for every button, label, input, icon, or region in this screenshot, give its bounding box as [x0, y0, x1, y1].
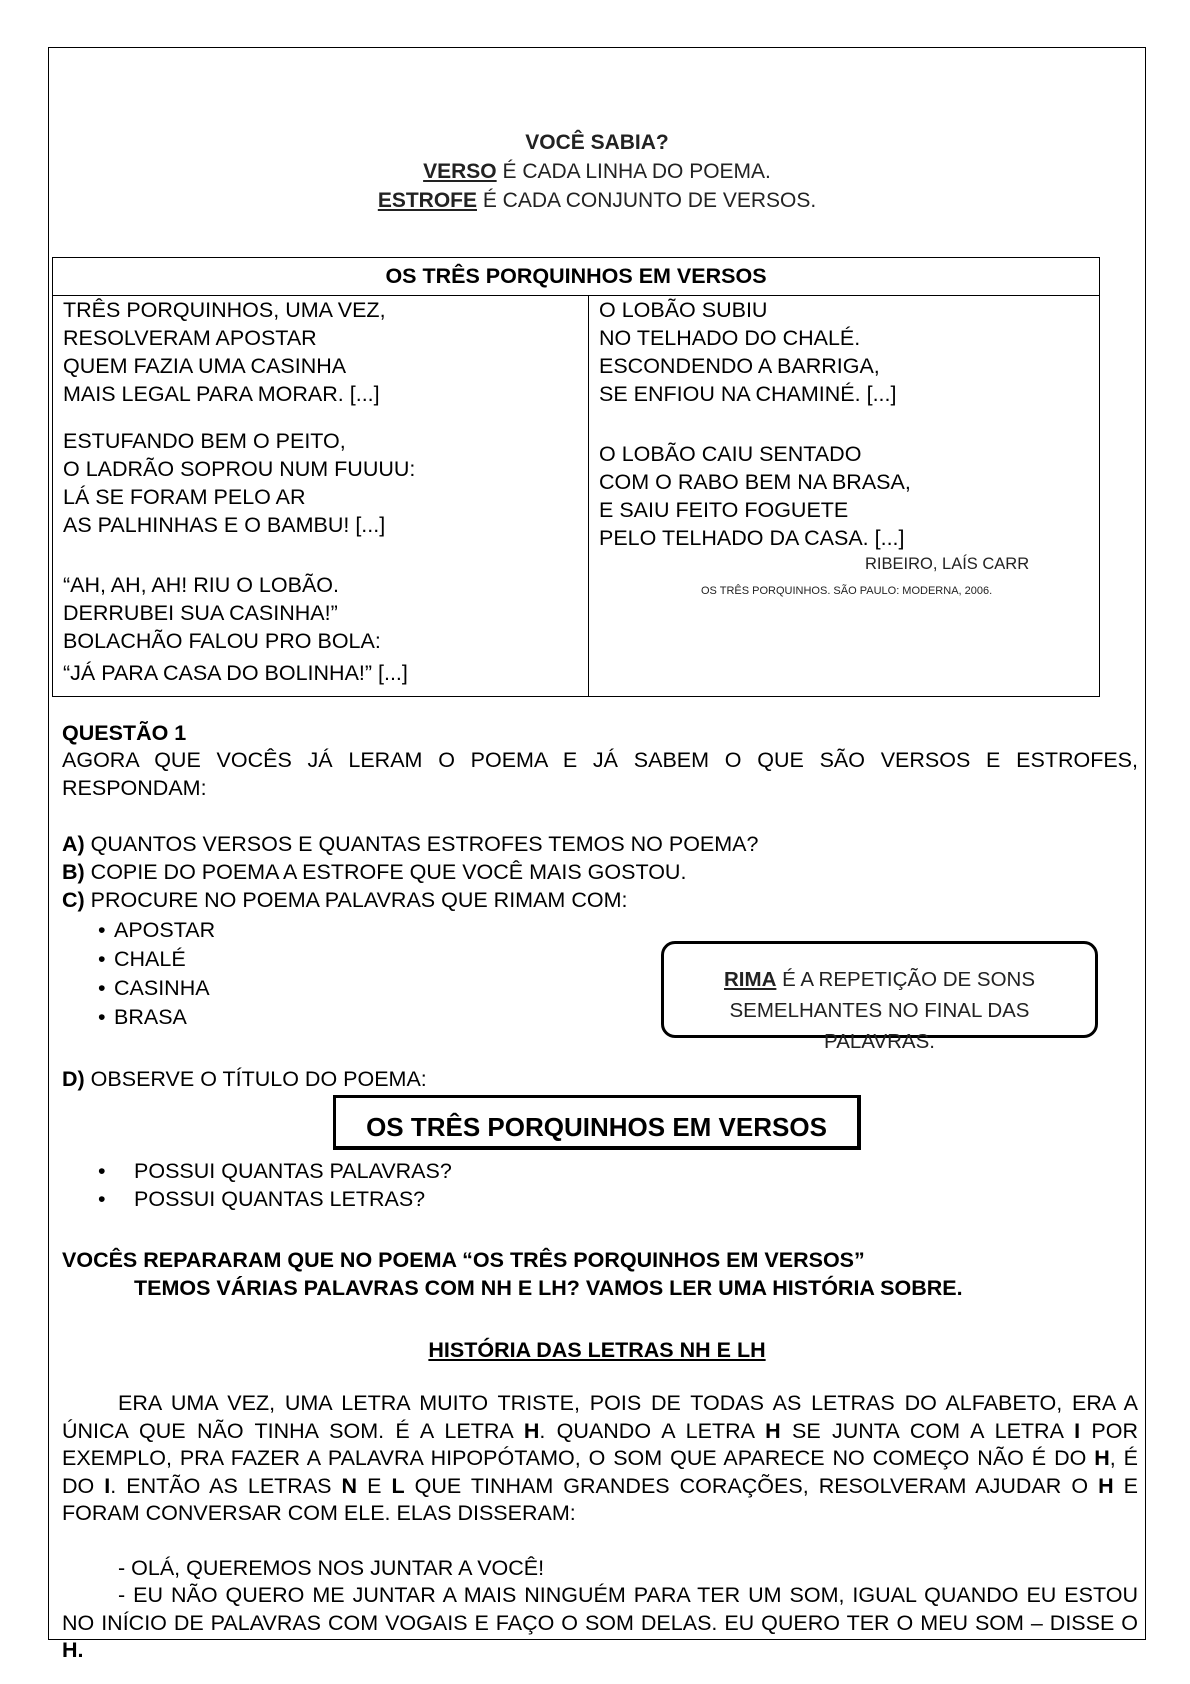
- rima-term: RIMA: [724, 968, 777, 991]
- poem-column-divider: [588, 295, 589, 697]
- verse: O LOBÃO CAIU SENTADO: [599, 442, 862, 466]
- question-a: [62, 830, 758, 858]
- right-stanza-1: [599, 296, 896, 408]
- question-b-text: COPIE DO POEMA A ESTROFE QUE VOCÊ MAIS GOSTOU.: [84, 860, 687, 884]
- story-letter: H: [765, 1418, 781, 1443]
- story-text: QUE TINHAM GRANDES CORAÇÕES, RESOLVERAM AJUDAR O: [404, 1473, 1099, 1498]
- rima-line-3: PALAVRAS.: [824, 1030, 935, 1053]
- poem-table: [52, 257, 1100, 697]
- left-stanza-3: [63, 571, 408, 687]
- story-letter: I: [104, 1473, 111, 1498]
- question-c-label: C): [62, 888, 85, 912]
- story-letter: I: [1074, 1418, 1081, 1443]
- transition-line-1: VOCÊS REPARARAM QUE NO POEMA “OS TRÊS PORQUINHOS EM VERSOS”: [62, 1248, 865, 1272]
- question-heading: QUESTÃO 1: [62, 721, 187, 745]
- story-letter: L: [391, 1473, 405, 1498]
- verse: ESTUFANDO BEM O PEITO,: [63, 429, 346, 453]
- story-letter: H: [1098, 1473, 1114, 1498]
- verse: “JÁ PARA CASA DO BOLINHA!” [...]: [63, 661, 408, 685]
- verso-term: VERSO: [423, 160, 497, 183]
- verse: ESCONDENDO A BARRIGA,: [599, 354, 880, 378]
- question-a-text: QUANTOS VERSOS E QUANTAS ESTROFES TEMOS NO POEMA?: [84, 832, 759, 856]
- verse: TRÊS PORQUINHOS, UMA VEZ,: [63, 298, 386, 322]
- list-item: • APOSTAR: [114, 916, 215, 945]
- verse: BOLACHÃO FALOU PRO BOLA:: [63, 629, 381, 653]
- list-item: • CHALÉ: [114, 945, 215, 974]
- verse: SE ENFIOU NA CHAMINÉ. [...]: [599, 382, 897, 406]
- story-letter: H: [1094, 1446, 1110, 1470]
- story-text: . QUANDO A LETRA: [539, 1418, 766, 1443]
- intro-heading: VOCÊ SABIA?: [525, 131, 669, 154]
- story-paragraph-1: [62, 1390, 1138, 1528]
- question-d: [62, 1065, 427, 1093]
- rima-line-2: SEMELHANTES NO FINAL DAS: [729, 999, 1030, 1022]
- story-letter: N: [341, 1473, 358, 1498]
- verse: O LADRÃO SOPROU NUM FUUUU:: [63, 457, 416, 481]
- left-stanza-1: [63, 296, 386, 408]
- verso-definition: [48, 157, 1146, 186]
- list-item: • BRASA: [114, 1003, 215, 1032]
- question-b: [62, 858, 686, 886]
- list-item: • CASINHA: [114, 974, 215, 1003]
- intro-box: [48, 128, 1146, 215]
- rima-definition: [664, 964, 1095, 1057]
- story-paragraph-3: [62, 1582, 1138, 1665]
- story-text: . ENTÃO AS LETRAS: [110, 1473, 342, 1498]
- question-d-text: OBSERVE O TÍTULO DO POEMA:: [84, 1067, 427, 1091]
- rima-line-1: É A REPETIÇÃO DE SONS: [776, 968, 1035, 991]
- verse: RESOLVERAM APOSTAR: [63, 326, 317, 350]
- rima-definition-box: [661, 941, 1098, 1053]
- verse: QUEM FAZIA UMA CASINHA: [63, 354, 347, 378]
- verse: AS PALHINHAS E O BAMBU! [...]: [63, 513, 386, 537]
- verse: DERRUBEI SUA CASINHA!”: [63, 601, 338, 625]
- story-paragraph-2: - OLÁ, QUEREMOS NOS JUNTAR A VOCÊ!: [118, 1556, 545, 1580]
- verse: LÁ SE FORAM PELO AR: [63, 485, 306, 509]
- verse: PELO TELHADO DA CASA. [...]: [599, 526, 905, 550]
- question-d-label: D): [62, 1067, 85, 1091]
- story-text: E FORAM CONVERSAR COM ELE. ELAS DISSERAM:: [62, 1473, 1138, 1525]
- story-text: ERA UMA VEZ, UMA LETRA MUITO TRISTE, POIS DE TODAS AS LETRAS DO ALFABETO, ERA A ÚNICA QUE NÃO TINHA SOM. É A LETRA: [62, 1391, 1138, 1443]
- right-stanza-2: [599, 440, 911, 552]
- story-text: , É DO: [62, 1446, 1138, 1498]
- verse: O LOBÃO SUBIU: [599, 298, 768, 322]
- story-title: HISTÓRIA DAS LETRAS NH E LH: [428, 1338, 766, 1362]
- verse: MAIS LEGAL PARA MORAR. [...]: [63, 382, 380, 406]
- story-letter: H: [523, 1418, 540, 1443]
- story-text: POR EXEMPLO, PRA FAZER A PALAVRA HIPOPÓTAMO, O SOM QUE APARECE NO COMEÇO NÃO É DO: [62, 1418, 1138, 1470]
- list-item: • POSSUI QUANTAS PALAVRAS?: [134, 1157, 452, 1185]
- credit-author: RIBEIRO, LAÍS CARR: [865, 555, 1030, 573]
- story-text: SE JUNTA COM A LETRA: [780, 1418, 1075, 1443]
- list-item: • POSSUI QUANTAS LETRAS?: [134, 1185, 452, 1213]
- verso-def: É CADA LINHA DO POEMA.: [496, 160, 771, 183]
- title-question-list: [134, 1157, 452, 1213]
- question-intro: AGORA QUE VOCÊS JÁ LERAM O POEMA E JÁ SABEM O QUE SÃO VERSOS E ESTROFES, RESPONDAM:: [62, 748, 1138, 800]
- story-text: E: [357, 1473, 392, 1498]
- left-stanza-2: [63, 427, 415, 539]
- story-text: - EU NÃO QUERO ME JUNTAR A MAIS NINGUÉM PARA TER UM SOM, IGUAL QUANDO EU ESTOU NO INÍCIO DE PALAVRAS COM VOGAIS E FAÇO O SOM DELAS. EU QUERO TER O MEU SOM – DISSE O: [62, 1583, 1138, 1635]
- question-b-label: B): [62, 860, 85, 884]
- question-c-text: PROCURE NO POEMA PALAVRAS QUE RIMAM COM:: [84, 888, 628, 912]
- verse: COM O RABO BEM NA BRASA,: [599, 470, 911, 494]
- estrofe-def: É CADA CONJUNTO DE VERSOS.: [477, 189, 817, 212]
- rhyme-word-list: [114, 916, 215, 1032]
- estrofe-term: ESTROFE: [377, 189, 477, 212]
- verse: NO TELHADO DO CHALÉ.: [599, 326, 861, 350]
- estrofe-definition: [48, 186, 1146, 215]
- verse: “AH, AH, AH! RIU O LOBÃO.: [63, 573, 339, 597]
- poem-title: OS TRÊS PORQUINHOS EM VERSOS: [53, 258, 1099, 296]
- credit-source: OS TRÊS PORQUINHOS. SÃO PAULO: MODERNA, 2006.: [701, 585, 993, 597]
- question-c: [62, 886, 627, 914]
- story-letter: H.: [62, 1638, 84, 1662]
- transition-line-2: TEMOS VÁRIAS PALAVRAS COM NH E LH? VAMOS LER UMA HISTÓRIA SOBRE.: [134, 1276, 963, 1300]
- verse: E SAIU FEITO FOGUETE: [599, 498, 849, 522]
- poem-title-box: OS TRÊS PORQUINHOS EM VERSOS: [333, 1095, 861, 1150]
- question-a-label: A): [62, 832, 85, 856]
